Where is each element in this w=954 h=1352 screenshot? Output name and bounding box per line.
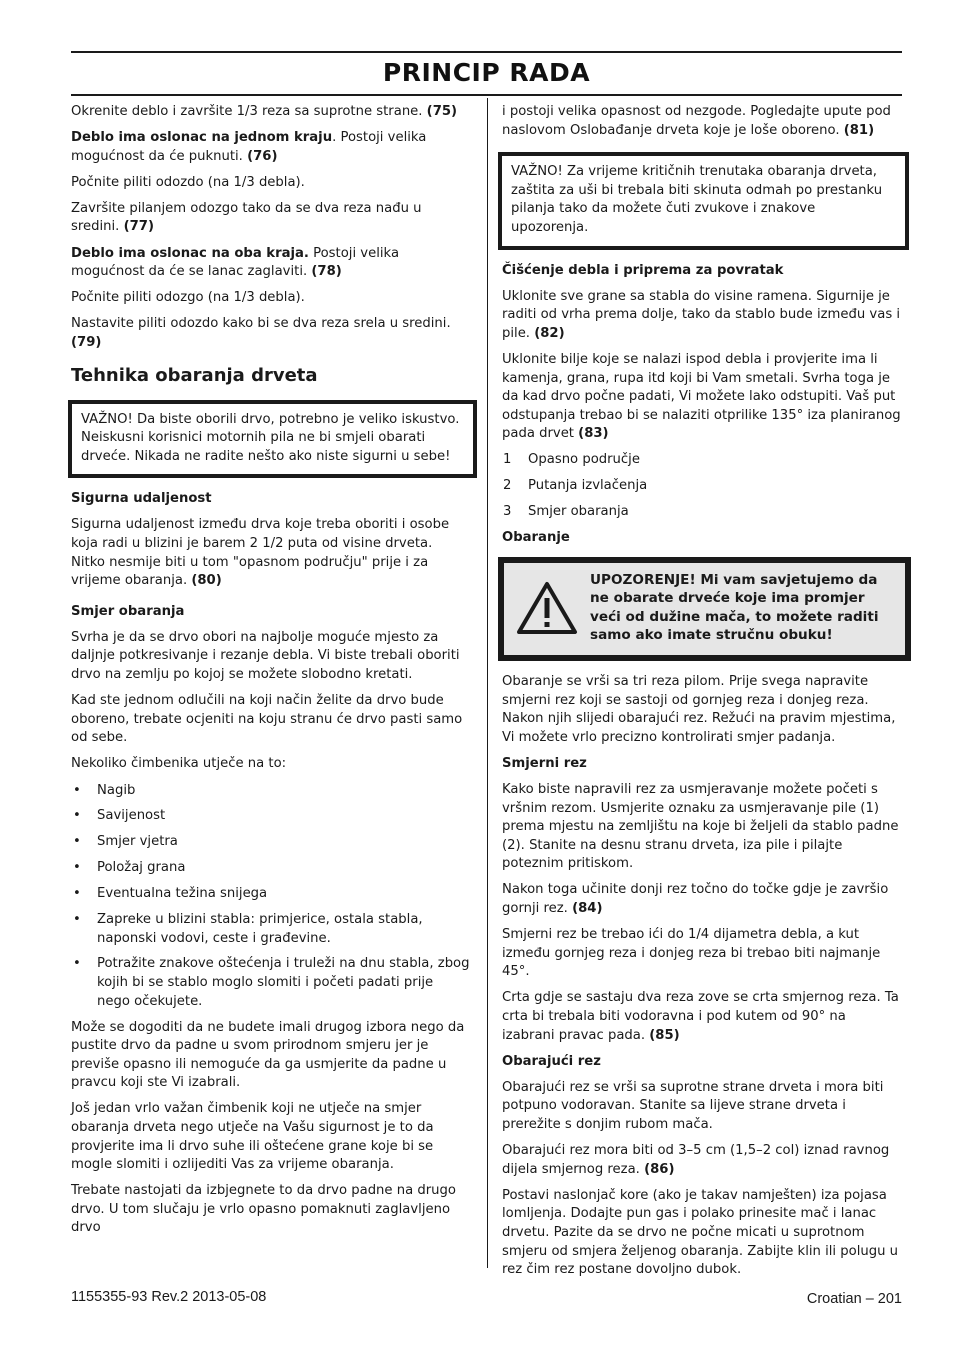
list-item: • Savijenost — [71, 807, 470, 826]
figure-ref: (82) — [534, 325, 565, 341]
list-item: • Potražite znakove oštećenja i truleži na dnu stabla, zbog kojih bi se stablo moglo slomiti i početi padati prije nego očekujete. — [71, 955, 470, 1011]
document-id: 1155355-93 Rev.2 2013-05-08 — [71, 1289, 267, 1305]
warning-text: UPOZORENJE! Mi vam savjetujemo da ne obarate drveće koje ima promjer veći od dužine mača, to možete raditi samo ako imate stručnu obuku! — [590, 571, 879, 644]
paragraph: Trebate nastojati da izbjegnete to da drvo padne na drugo drvo. U tom slučaju je vrlo opasno pomaknuti zaglavljeno drvo — [71, 1183, 456, 1236]
important-notice-box: VAŽNO! Da biste oborili drvo, potrebno je veliko iskustvo. Neiskusni korisnici motornih pila ne bi smjeli obarati drveće. Nikada ne radite nešto ako niste sigurni u sebe! — [68, 400, 477, 479]
figure-ref: (81) — [843, 122, 875, 138]
figure-ref: (79) — [71, 334, 102, 350]
subheading: Čišćenje debla i priprema za povratak — [502, 262, 784, 278]
right-column — [502, 103, 902, 1287]
figure-ref: (78) — [311, 264, 342, 280]
bullet-list — [71, 782, 470, 1012]
page-number: Croatian – 201 — [806, 1291, 902, 1307]
subheading: Sigurna udaljenost — [71, 491, 212, 507]
paragraph: Sigurna udaljenost između drva koje treba oboriti i osobe koja radi u blizini je barem 2 1/2 puta od visine drveta. Nitko nesmije biti u tom "opasnom području" prije i za vrijeme obaranja. (80) — [71, 517, 450, 589]
list-item: 2 Putanja izvlačenja — [503, 478, 648, 494]
left-column — [71, 103, 470, 1246]
subheading: Obaranje — [502, 530, 570, 546]
paragraph: Uklonite bilje koje se nalazi ispod debla i provjerite ima li kamenja, grana, rupa itd koji bi Vam smetali. Svrha toga je da kad drvo počne padati, Vi možete lako odstupiti. Vaš put odstupanja trebao bi se nalaziti otprilike 135° iza planiranog pada drvet (83) — [502, 351, 901, 442]
paragraph: Nastavite piliti odozdo kako bi se dva reza srela u sredini. (79) — [71, 316, 451, 350]
list-item: • Nagib — [71, 782, 470, 801]
list-item: • Eventualna težina snijega — [71, 885, 470, 904]
paragraph: Obarajući rez se vrši sa suprotne strane drveta i mora biti potpuno vodoravan. Stanite sa lijeve strane drveta i prerežite s donjim rubom mača. — [502, 1079, 884, 1133]
top-rule — [71, 51, 902, 53]
page-title: PRINCIP RADA — [382, 58, 591, 87]
list-item: • Položaj grana — [71, 859, 470, 878]
paragraph: i postoji velika opasnost od nezgode. Pogledajte upute pod naslovom Oslobađanje drveta koje je loše oboreno. (81) — [502, 104, 891, 138]
warning-triangle-icon — [512, 581, 582, 635]
important-notice-box: VAŽNO! Za vrijeme kritičnih trenutaka obaranja drveta, zaštita za uši bi trebala biti skinuta odmah po prestanku pilanja tako da možete čuti zvukove i znakove upozorenja. — [498, 152, 909, 249]
paragraph: Postavi naslonjač kore (ako je takav namješten) iza pojasa lomljenja. Dodajte pun gas i polako prinesite mač i lanac drvetu. Pazite da se drvo ne počne micati u suprotnom smjeru od smjera željenog obaranja. Zabijte klin ili polugu u rez čim rez postane dovoljno dubok. — [502, 1187, 898, 1278]
figure-ref: (83) — [578, 426, 609, 442]
paragraph: Okrenite deblo i završite 1/3 reza sa suprotne strane. (75) — [71, 104, 458, 119]
list-item: 1 Opasno područje — [503, 452, 640, 468]
list-item: • Smjer vjetra — [71, 833, 470, 852]
figure-ref: (80) — [191, 573, 222, 589]
paragraph: Počnite piliti odozgo (na 1/3 debla). — [71, 290, 305, 306]
paragraph: Nekoliko čimbenika utječe na to: — [71, 756, 287, 772]
subheading: Obarajući rez — [502, 1053, 601, 1069]
paragraph: Nakon toga učinite donji rez točno do točke gdje je završio gornji rez. (84) — [502, 882, 889, 917]
paragraph: Kako biste napravili rez za usmjeravanje možete početi s vršnim rezom. Usmjerite oznaku za usmjeravanje pile (1) prema mjestu na zemljištu na koje bi željeli da stablo padne (2). Stanite na desnu stranu drveta, iza pile i pilajte poteznim pritiskom. — [502, 782, 899, 872]
list-item: 3 Smjer obaranja — [503, 504, 629, 520]
figure-ref: (84) — [572, 901, 603, 917]
column-divider — [487, 98, 488, 1268]
paragraph: Završite pilanjem odozgo tako da se dva reza nađu u sredini. (77) — [71, 200, 422, 235]
section-title: Tehnika obaranja drveta — [71, 364, 318, 386]
paragraph: Svrha je da se drvo obori na najbolje moguće mjesto za daljnje potkresivanje i rezanje debla. Vi biste trebali oboriti drvo na zemlju po kojoj se možete slobodno kretati. — [71, 629, 460, 683]
numbered-list — [502, 451, 902, 521]
paragraph: Crta gdje se sastaju dva reza zove se crta smjernog reza. Ta crta bi trebala biti vodoravna i pod kutem od 90° na izabrani pravac pada. (85) — [502, 990, 899, 1043]
figure-ref: (75) — [426, 104, 458, 119]
figure-ref: (76) — [247, 148, 278, 164]
paragraph: Počnite piliti odozdo (na 1/3 debla). — [71, 174, 305, 190]
paragraph: Još jedan vrlo važan čimbenik koji ne utječe na smjer obaranja drveta nego utječe na Vašu sigurnost je to da provjerite ima li drvo suhe ili oštećene grane koje bi se mogle slomiti i ozlijediti Vas za vrijeme obaranja. — [71, 1101, 434, 1173]
paragraph: Može se dogoditi da ne budete imali drugog izbora nego da pustite drvo da padne u svom prirodnom smjeru jer je previše opasno ili nemoguće da ga usmjerite da padne u pravcu koji ste Vi izabrali. — [71, 1019, 465, 1091]
figure-ref: (86) — [644, 1161, 675, 1177]
paragraph: Obarajući rez mora biti od 3–5 cm (1,5–2 col) iznad ravnog dijela smjernog reza. (86) — [502, 1143, 890, 1177]
paragraph: Deblo ima oslonac na oba kraja. Postoji velika mogućnost da će se lanac zaglaviti. (78) — [71, 245, 400, 280]
subheading: Smjer obaranja — [71, 603, 185, 619]
list-item: • Zapreke u blizini stabla: primjerice, ostala stabla, naponski vodovi, ceste i građevine. — [71, 911, 470, 948]
figure-ref: (85) — [649, 1027, 680, 1043]
subheading: Smjerni rez — [502, 755, 587, 771]
header-rule — [71, 94, 902, 96]
paragraph: Kad ste jednom odlučili na koji način želite da drvo bude oboreno, trebate ocjeniti na koju stranu će drvo pasti samo od sebe. — [71, 693, 463, 746]
paragraph: Deblo ima oslonac na jednom kraju. Postoji velika mogućnost da će puknuti. (76) — [71, 130, 427, 164]
paragraph: Obaranje se vrši sa tri reza pilom. Prije svega napravite smjerni rez koji se sastoji od gornjeg reza i donjeg reza. Nakon njih slijedi obarajući rez. Režući na pravim mjestima, Vi možete vrlo precizno kontrolirati smjer padanja. — [502, 674, 896, 745]
paragraph: Smjerni rez be trebao ići do 1/4 dijametra debla, a kut između gornjeg reza i donjeg reza bi trebao biti najmanje 45°. — [502, 927, 881, 980]
warning-box — [498, 557, 911, 661]
figure-ref: (77) — [123, 219, 154, 235]
paragraph: Uklonite sve grane sa stabla do visine ramena. Sigurnije je raditi od vrha prema dolje, tako da stablo bude između vas i pile. (82) — [502, 288, 901, 341]
